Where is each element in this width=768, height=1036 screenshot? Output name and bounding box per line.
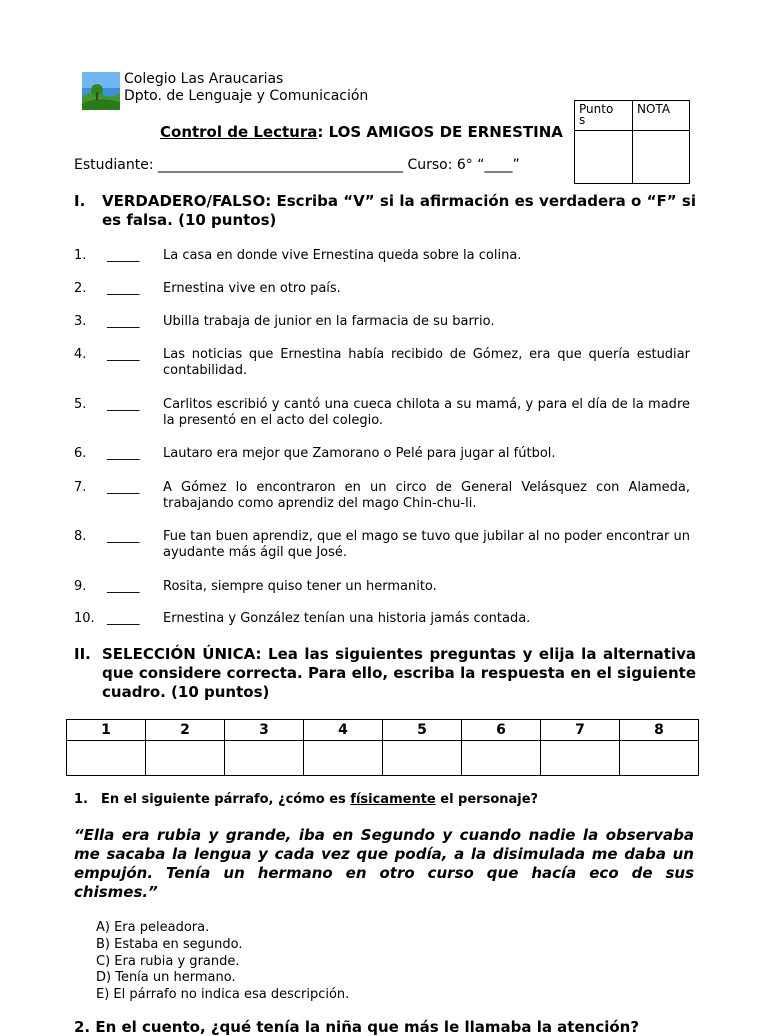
list-item: 6. _____ Lautaro era mejor que Zamorano o Pelé para jugar al fútbol. — [74, 446, 556, 461]
answer-col-header: 3 — [225, 720, 304, 741]
answer-cell[interactable] — [462, 741, 541, 776]
school-header — [124, 71, 368, 105]
option-e[interactable]: E) El párrafo no indica esa descripción. — [96, 987, 350, 1003]
student-course-line[interactable]: Estudiante: ___________________________________ Curso: 6° “____” — [74, 157, 520, 173]
answer-cell[interactable] — [383, 741, 462, 776]
answer-blank[interactable]: _____ — [107, 281, 140, 296]
points-label: Puntos — [575, 101, 633, 131]
answer-col-header: 2 — [146, 720, 225, 741]
answer-blank[interactable]: _____ — [107, 248, 140, 263]
answer-blank[interactable]: _____ — [107, 397, 140, 412]
answer-blank[interactable]: _____ — [107, 529, 140, 544]
school-name: Colegio Las Araucarias — [124, 71, 284, 87]
list-item: 3. _____ Ubilla trabaja de junior en la farmacia de su barrio. — [74, 314, 495, 329]
list-item: 2. _____ Ernestina vive en otro país. — [74, 281, 341, 296]
answer-blank[interactable]: _____ — [107, 446, 140, 461]
points-field[interactable] — [575, 131, 633, 184]
section-1-heading: I. VERDADERO/FALSO: Escriba “V” si la afirmación es verdadera o “F” si es falsa. (10 puntos) — [74, 192, 696, 229]
grade-label: NOTA — [633, 101, 690, 131]
answer-col-header: 8 — [620, 720, 699, 741]
department-name: Dpto. de Lenguaje y Comunicación — [124, 88, 369, 104]
answer-blank[interactable]: _____ — [107, 579, 140, 594]
answer-cell[interactable] — [225, 741, 304, 776]
option-c[interactable]: C) Era rubia y grande. — [96, 953, 240, 969]
answer-cell[interactable] — [620, 741, 699, 776]
list-item: 5. _____ Carlitos escribió y cantó una cueca chilota a su mamá, y para el día de la madre la presentó en el acto del colegio. — [74, 397, 690, 428]
question-1: 1. En el siguiente párrafo, ¿cómo es físicamente el personaje? — [74, 792, 539, 807]
answer-blank[interactable]: _____ — [107, 480, 140, 495]
answer-cell[interactable] — [146, 741, 225, 776]
answer-blank[interactable]: _____ — [107, 347, 140, 362]
answer-col-header: 6 — [462, 720, 541, 741]
answer-blank[interactable]: _____ — [107, 611, 140, 626]
question-2-cutoff: 2. En el cuento, ¿qué tenía la niña que más le llamaba la atención? — [74, 1018, 640, 1036]
answer-col-header: 5 — [383, 720, 462, 741]
option-b[interactable]: B) Estaba en segundo. — [96, 936, 243, 952]
answer-col-header: 1 — [67, 720, 146, 741]
list-item: 7. _____ A Gómez lo encontraron en un circo de General Velásquez con Alameda, trabajando como aprendiz del mago Chin-chu-li. — [74, 480, 690, 511]
section-2-heading: II. SELECCIÓN ÚNICA: Lea las siguientes preguntas y elija la alternativa que considere correcta. Para ello, escriba la respuesta en el siguiente cuadro. (10 puntos) — [74, 645, 696, 701]
question-1-quote: “Ella era rubia y grande, iba en Segundo y cuando nadie la observaba me sacaba la lengua y cada vez que podía, a la disimulada me daba un empujón. Tenía un hermano en otro curso que hacía eco de sus chismes.” — [74, 826, 694, 901]
school-logo — [82, 72, 120, 110]
list-item: 10. _____ Ernestina y González tenían una historia jamás contada. — [74, 611, 531, 626]
answer-col-header: 7 — [541, 720, 620, 741]
answer-cell[interactable] — [304, 741, 383, 776]
list-item: 8. _____ Fue tan buen aprendiz, que el mago se tuvo que jubilar al no poder encontrar un ayudante más ágil que José. — [74, 529, 690, 560]
answer-blank[interactable]: _____ — [107, 314, 140, 329]
grade-field[interactable] — [633, 131, 690, 184]
option-a[interactable]: A) Era peleadora. — [96, 920, 210, 935]
option-d[interactable]: D) Tenía un hermano. — [96, 970, 236, 986]
answer-grid — [66, 719, 699, 776]
question-1-options — [96, 920, 349, 1004]
answer-cell[interactable] — [541, 741, 620, 776]
list-item: 1. _____ La casa en donde vive Ernestina queda sobre la colina. — [74, 248, 522, 263]
answer-cell[interactable] — [67, 741, 146, 776]
list-item: 4. _____ Las noticias que Ernestina había recibido de Gómez, era que quería estudiar contabilidad. — [74, 347, 690, 378]
answer-col-header: 4 — [304, 720, 383, 741]
page-title: Control de Lectura: LOS AMIGOS DE ERNESTINA — [160, 123, 563, 141]
grade-box — [574, 100, 690, 184]
list-item: 9. _____ Rosita, siempre quiso tener un hermanito. — [74, 579, 437, 594]
